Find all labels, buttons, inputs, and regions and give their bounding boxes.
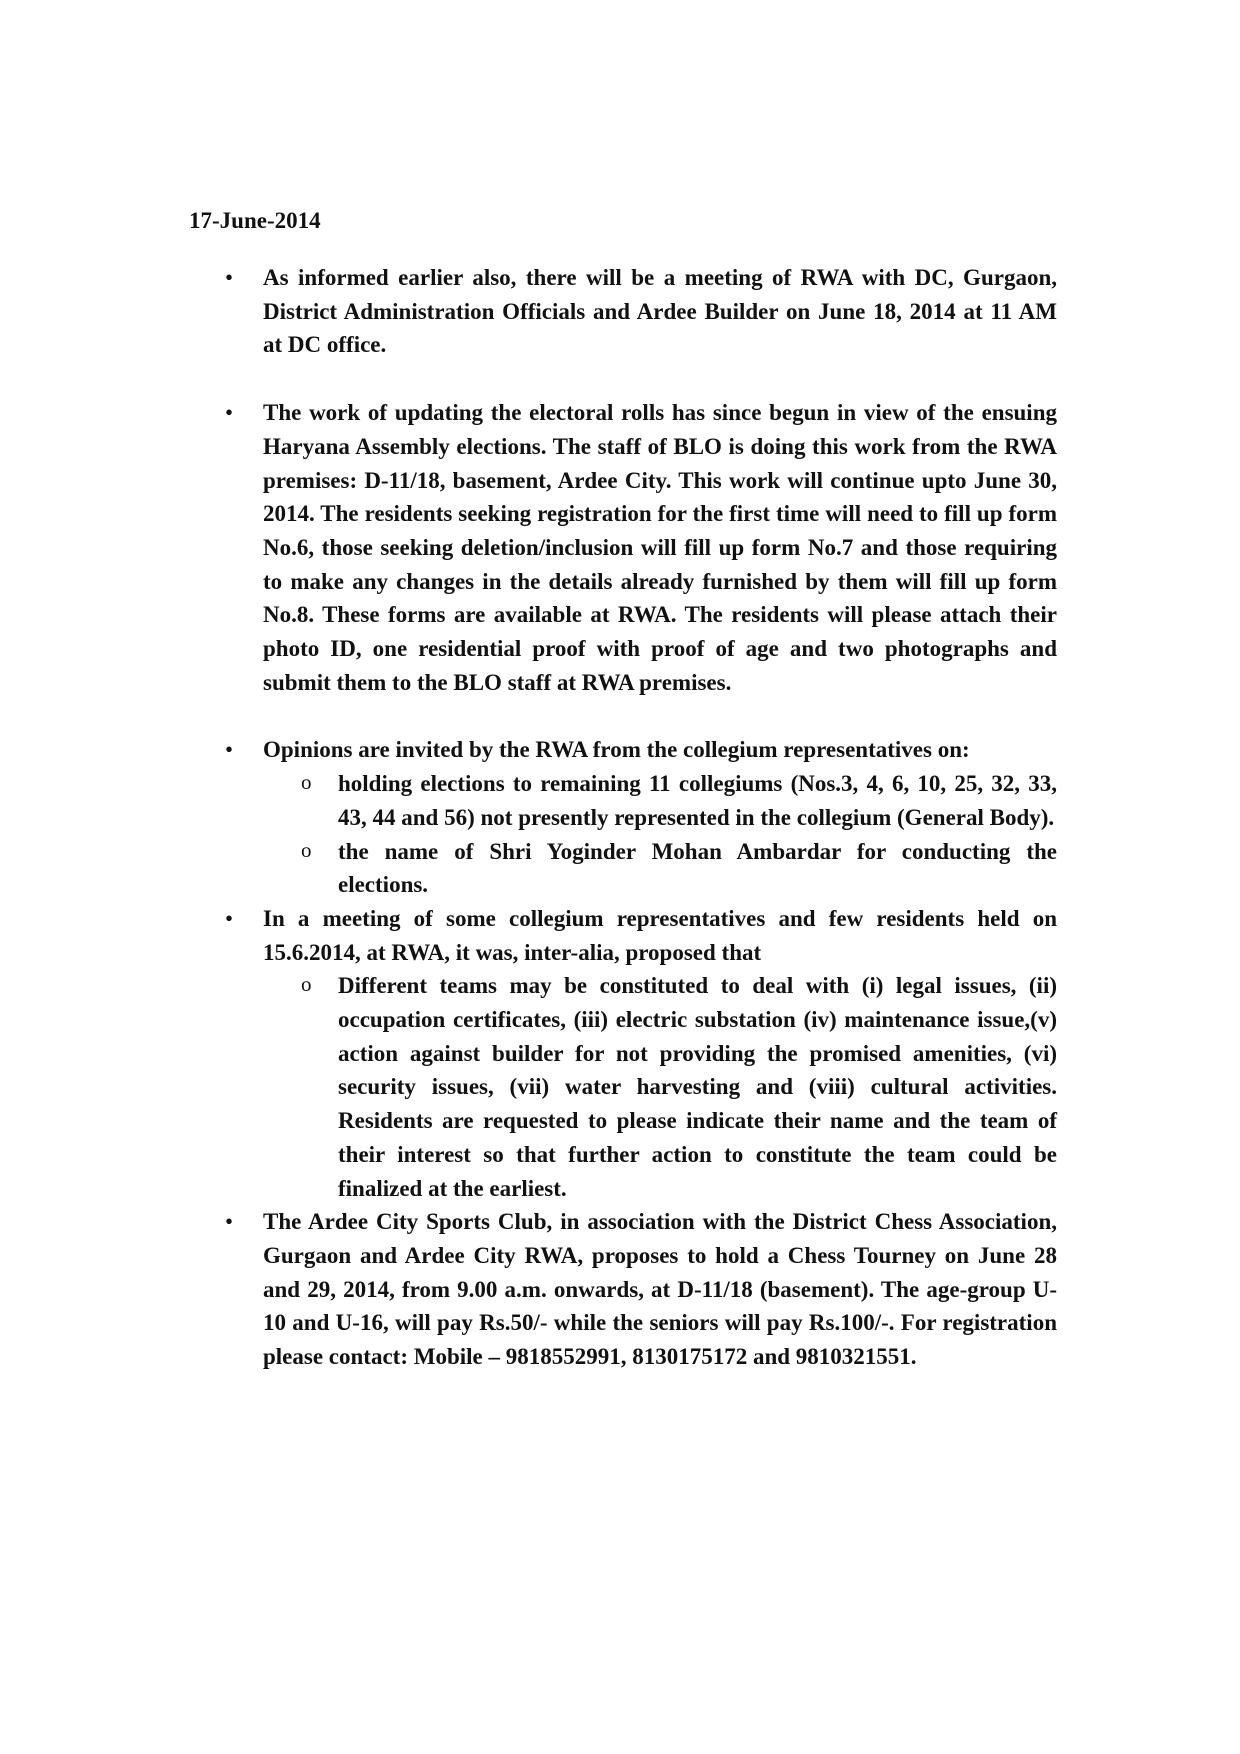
notice-sublist: [263, 969, 1057, 1205]
notice-item-meeting-proposal: [263, 902, 1057, 1205]
notice-item-text: As informed earlier also, there will be a meeting of RWA with DC, Gurgaon, District Administration Officials and Ardee Builder on June 18, 2014 at 11 AM at DC office.: [263, 265, 1057, 358]
notice-item-text: The work of updating the electoral rolls has since begun in view of the ensuing Haryana Assembly elections. The staff of BLO is doing this work from the RWA premises: D-11/18, basement, Ardee City. This work will continue upto June 30, 2014. The residents seeking registration for the first time will need to fill up form No.6, those seeking deletion/inclusion will fill up form No.7 and those requiring to make any changes in the details already furnished by them will fill up form No.8. These forms are available at RWA. The residents will please attach their photo ID, one residential proof with proof of age and two photographs and submit them to the BLO staff at RWA premises.: [263, 400, 1057, 695]
notice-sublist: [263, 767, 1057, 902]
notice-subitem-elections: [338, 767, 1057, 834]
notice-subitem-conductor: [338, 835, 1057, 902]
notice-item-chess-tourney: [263, 1205, 1057, 1374]
notice-subitem-text: Different teams may be constituted to deal with (i) legal issues, (ii) occupation certificates, (iii) electric substation (iv) maintenance issue,(v) action against builder for not providing the promised amenities, (vi) security issues, (vii) water harvesting and (viii) cultural activities. Residents are requested to please indicate their name and the team of their interest so that further action to constitute the team could be finalized at the earliest.: [338, 973, 1057, 1201]
notice-item-text: In a meeting of some collegium representatives and few residents held on 15.6.2014, at RWA, it was, inter-alia, proposed that: [263, 905, 1057, 965]
document-date: 17-June-2014: [189, 208, 321, 233]
notice-subitem-text: the name of Shri Yoginder Mohan Ambardar for conducting the elections.: [338, 838, 1057, 898]
notice-item-opinions: [263, 733, 1057, 902]
notice-subitem-text: holding elections to remaining 11 collegiums (Nos.3, 4, 6, 10, 25, 32, 33, 43, 44 and 56) not presently represented in the collegium (General Body).: [338, 771, 1057, 830]
notice-item-dc-meeting: [263, 261, 1057, 362]
notice-subitem-teams: [338, 969, 1057, 1205]
notice-list: [263, 261, 1057, 1374]
notice-item-text: The Ardee City Sports Club, in association with the District Chess Association, Gurgaon and Ardee City RWA, proposes to hold a Chess Tourney on June 28 and 29, 2014, from 9.00 a.m. onwards, at D-11/18 (basement). The age-group U-10 and U-16, will pay Rs.50/- while the seniors will pay Rs.100/-. For registration please contact: Mobile – 9818552991, 8130175172 and 9810321551.: [263, 1209, 1057, 1370]
notice-item-electoral-rolls: [263, 396, 1057, 699]
notice-item-text: Opinions are invited by the RWA from the collegium representatives on:: [263, 737, 970, 763]
